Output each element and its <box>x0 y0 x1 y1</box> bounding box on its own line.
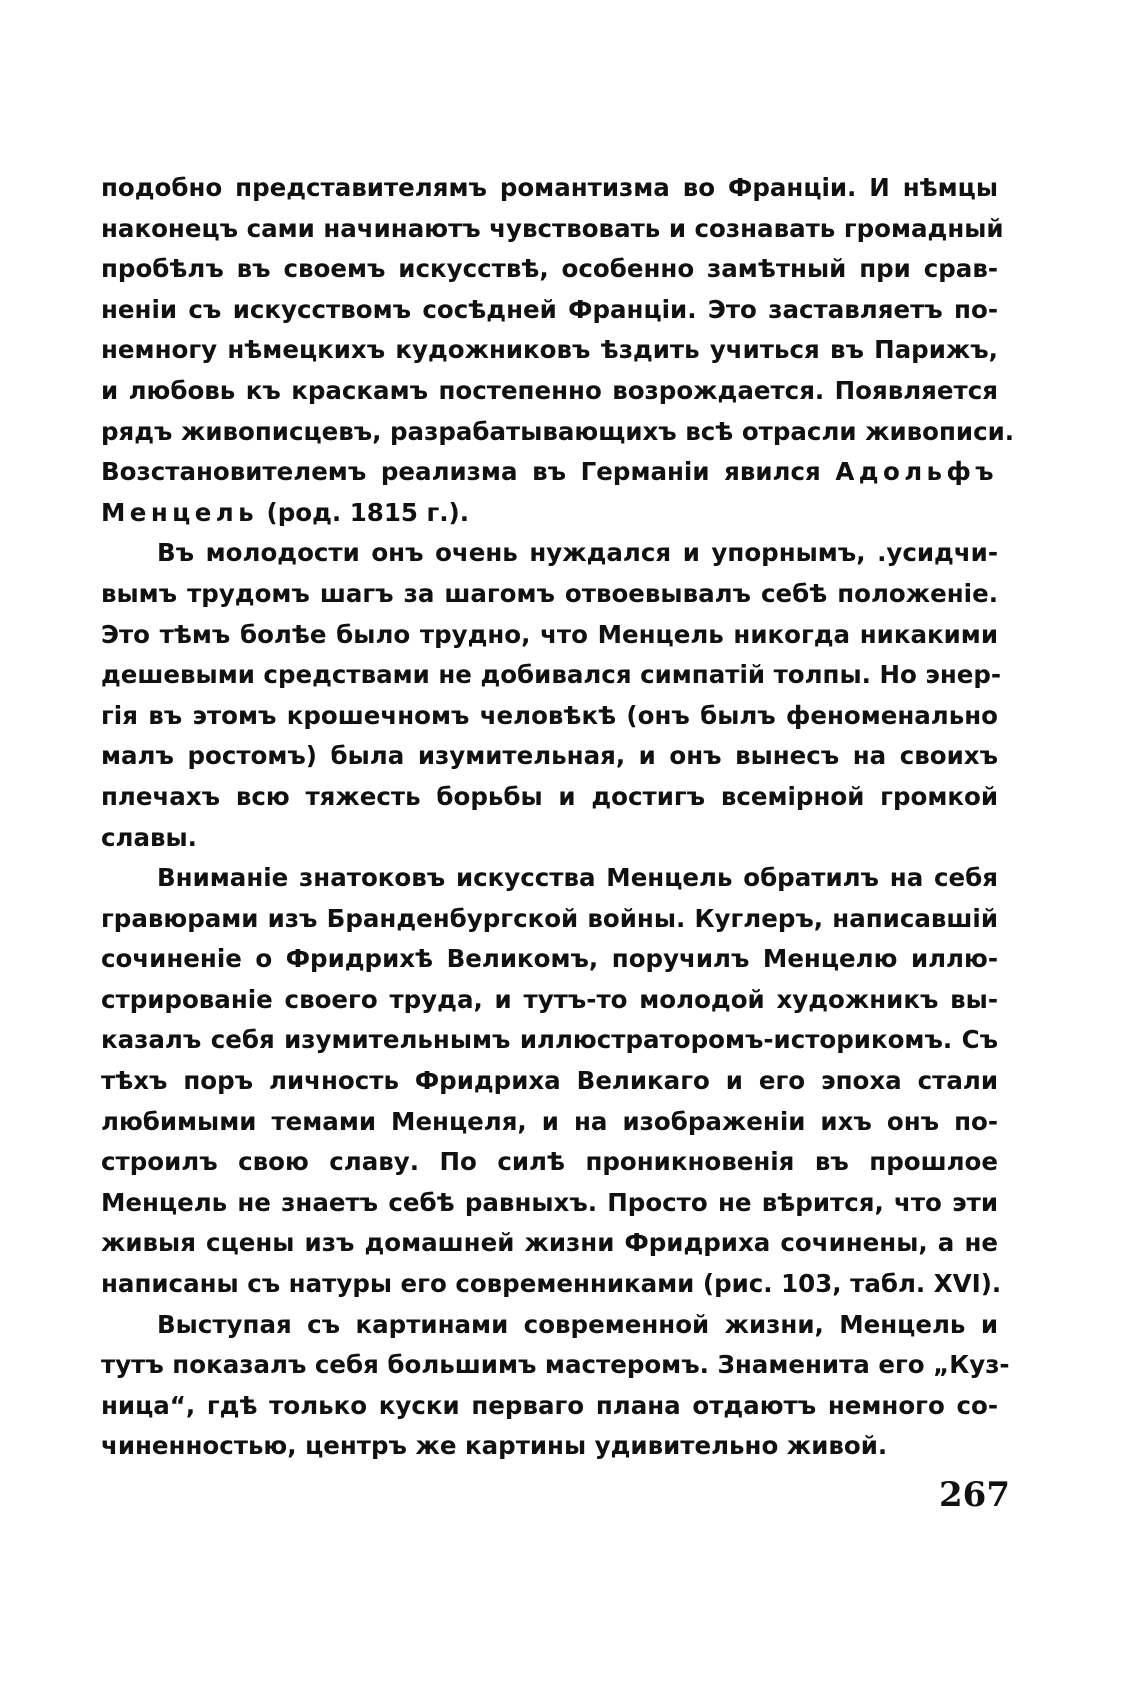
text-line: славы. <box>101 822 197 852</box>
text-line: пробѣлъ въ своемъ искусствѣ, особенно замѣтный при срав- <box>101 254 998 284</box>
text-line: тутъ показалъ себя большимъ мастеромъ. Знаменита его „Куз- <box>101 1350 1010 1380</box>
text-line: чиненностью, центръ же картины удивительно живой. <box>101 1431 888 1461</box>
text-line: Въ молодости онъ очень нуждался и упорнымъ, .усидчи- <box>157 538 998 568</box>
text-line: Выступая съ картинами современной жизни, Менцель и <box>157 1309 998 1339</box>
paragraph <box>101 1305 1010 1467</box>
spaced-name: Менцель <box>101 497 259 527</box>
paragraph <box>101 858 1002 1305</box>
text-line: Возстановителемъ реализма въ Германіи явился Адольфъ <box>101 457 998 487</box>
text-line: Менцель (род. 1815 г.). <box>101 497 470 527</box>
paragraph <box>101 168 1015 533</box>
text-line: наконецъ сами начинаютъ чувствовать и сознавать громадный <box>101 213 1004 243</box>
text-line: гравюрами изъ Бранденбургской войны. Куглеръ, написавшій <box>101 903 998 933</box>
text-line: казалъ себя изумительнымъ иллюстраторомъ-историкомъ. Съ <box>101 1025 998 1055</box>
spaced-name: Адольфъ <box>835 457 998 487</box>
text-line: Вниманіе знатоковъ искусства Менцель обратилъ на себя <box>157 863 998 893</box>
text-line: Менцель не знаетъ себѣ равныхъ. Просто не вѣрится, что эти <box>101 1187 998 1217</box>
text-line: неніи съ искусствомъ сосѣдней Франціи. Это заставляетъ по- <box>101 294 998 324</box>
text-line: написаны съ натуры его современниками (рис. 103, табл. XVI). <box>101 1269 1002 1299</box>
text-line: ница“, гдѣ только куски перваго плана отдаютъ немного со- <box>101 1390 998 1420</box>
text-line: немногу нѣмецкихъ кудожниковъ ѣздить учиться въ Парижъ, <box>101 335 998 365</box>
text-line: подобно представителямъ романтизма во Франціи. И нѣмцы <box>101 173 998 202</box>
text-line: и любовь къ краскамъ постепенно возрождается. Появляется <box>101 375 998 405</box>
text-line: любимыми темами Менцеля, и на изображеніи ихъ онъ по- <box>101 1106 998 1136</box>
body-text <box>101 168 1015 1467</box>
text-line: живыя сцены изъ домашней жизни Фридриха сочинены, а не <box>101 1228 998 1258</box>
text-line: сочиненіе о Фридрихѣ Великомъ, поручилъ Менцелю иллю- <box>101 944 998 974</box>
text-line: рядъ живописцевъ, разрабатывающихъ всѣ отрасли живописи. <box>101 416 1015 446</box>
text-line: дешевыми средствами не добивался симпатій толпы. Но энер- <box>101 660 1002 690</box>
text-line: Это тѣмъ болѣе было трудно, что Менцель никогда никакими <box>101 619 998 649</box>
page-number: 267 <box>939 1475 1010 1515</box>
text-line: гія въ этомъ крошечномъ человѣкѣ (онъ былъ феноменально <box>101 700 998 730</box>
text-line: строилъ свою славу. По силѣ проникновенія въ прошлое <box>101 1147 998 1177</box>
text-line: вымъ трудомъ шагъ за шагомъ отвоевывалъ себѣ положеніе. <box>101 578 998 608</box>
text-line: плечахъ всю тяжесть борьбы и достигъ всемірной громкой <box>101 781 998 811</box>
paragraph <box>101 533 1002 858</box>
text-line: стрированіе своего труда, и тутъ-то молодой художникъ вы- <box>101 984 998 1014</box>
text-line: тѣхъ поръ личность Фридриха Великаго и его эпоха стали <box>101 1066 998 1096</box>
text-line: малъ ростомъ) была изумительная, и онъ вынесъ на своихъ <box>101 741 998 771</box>
